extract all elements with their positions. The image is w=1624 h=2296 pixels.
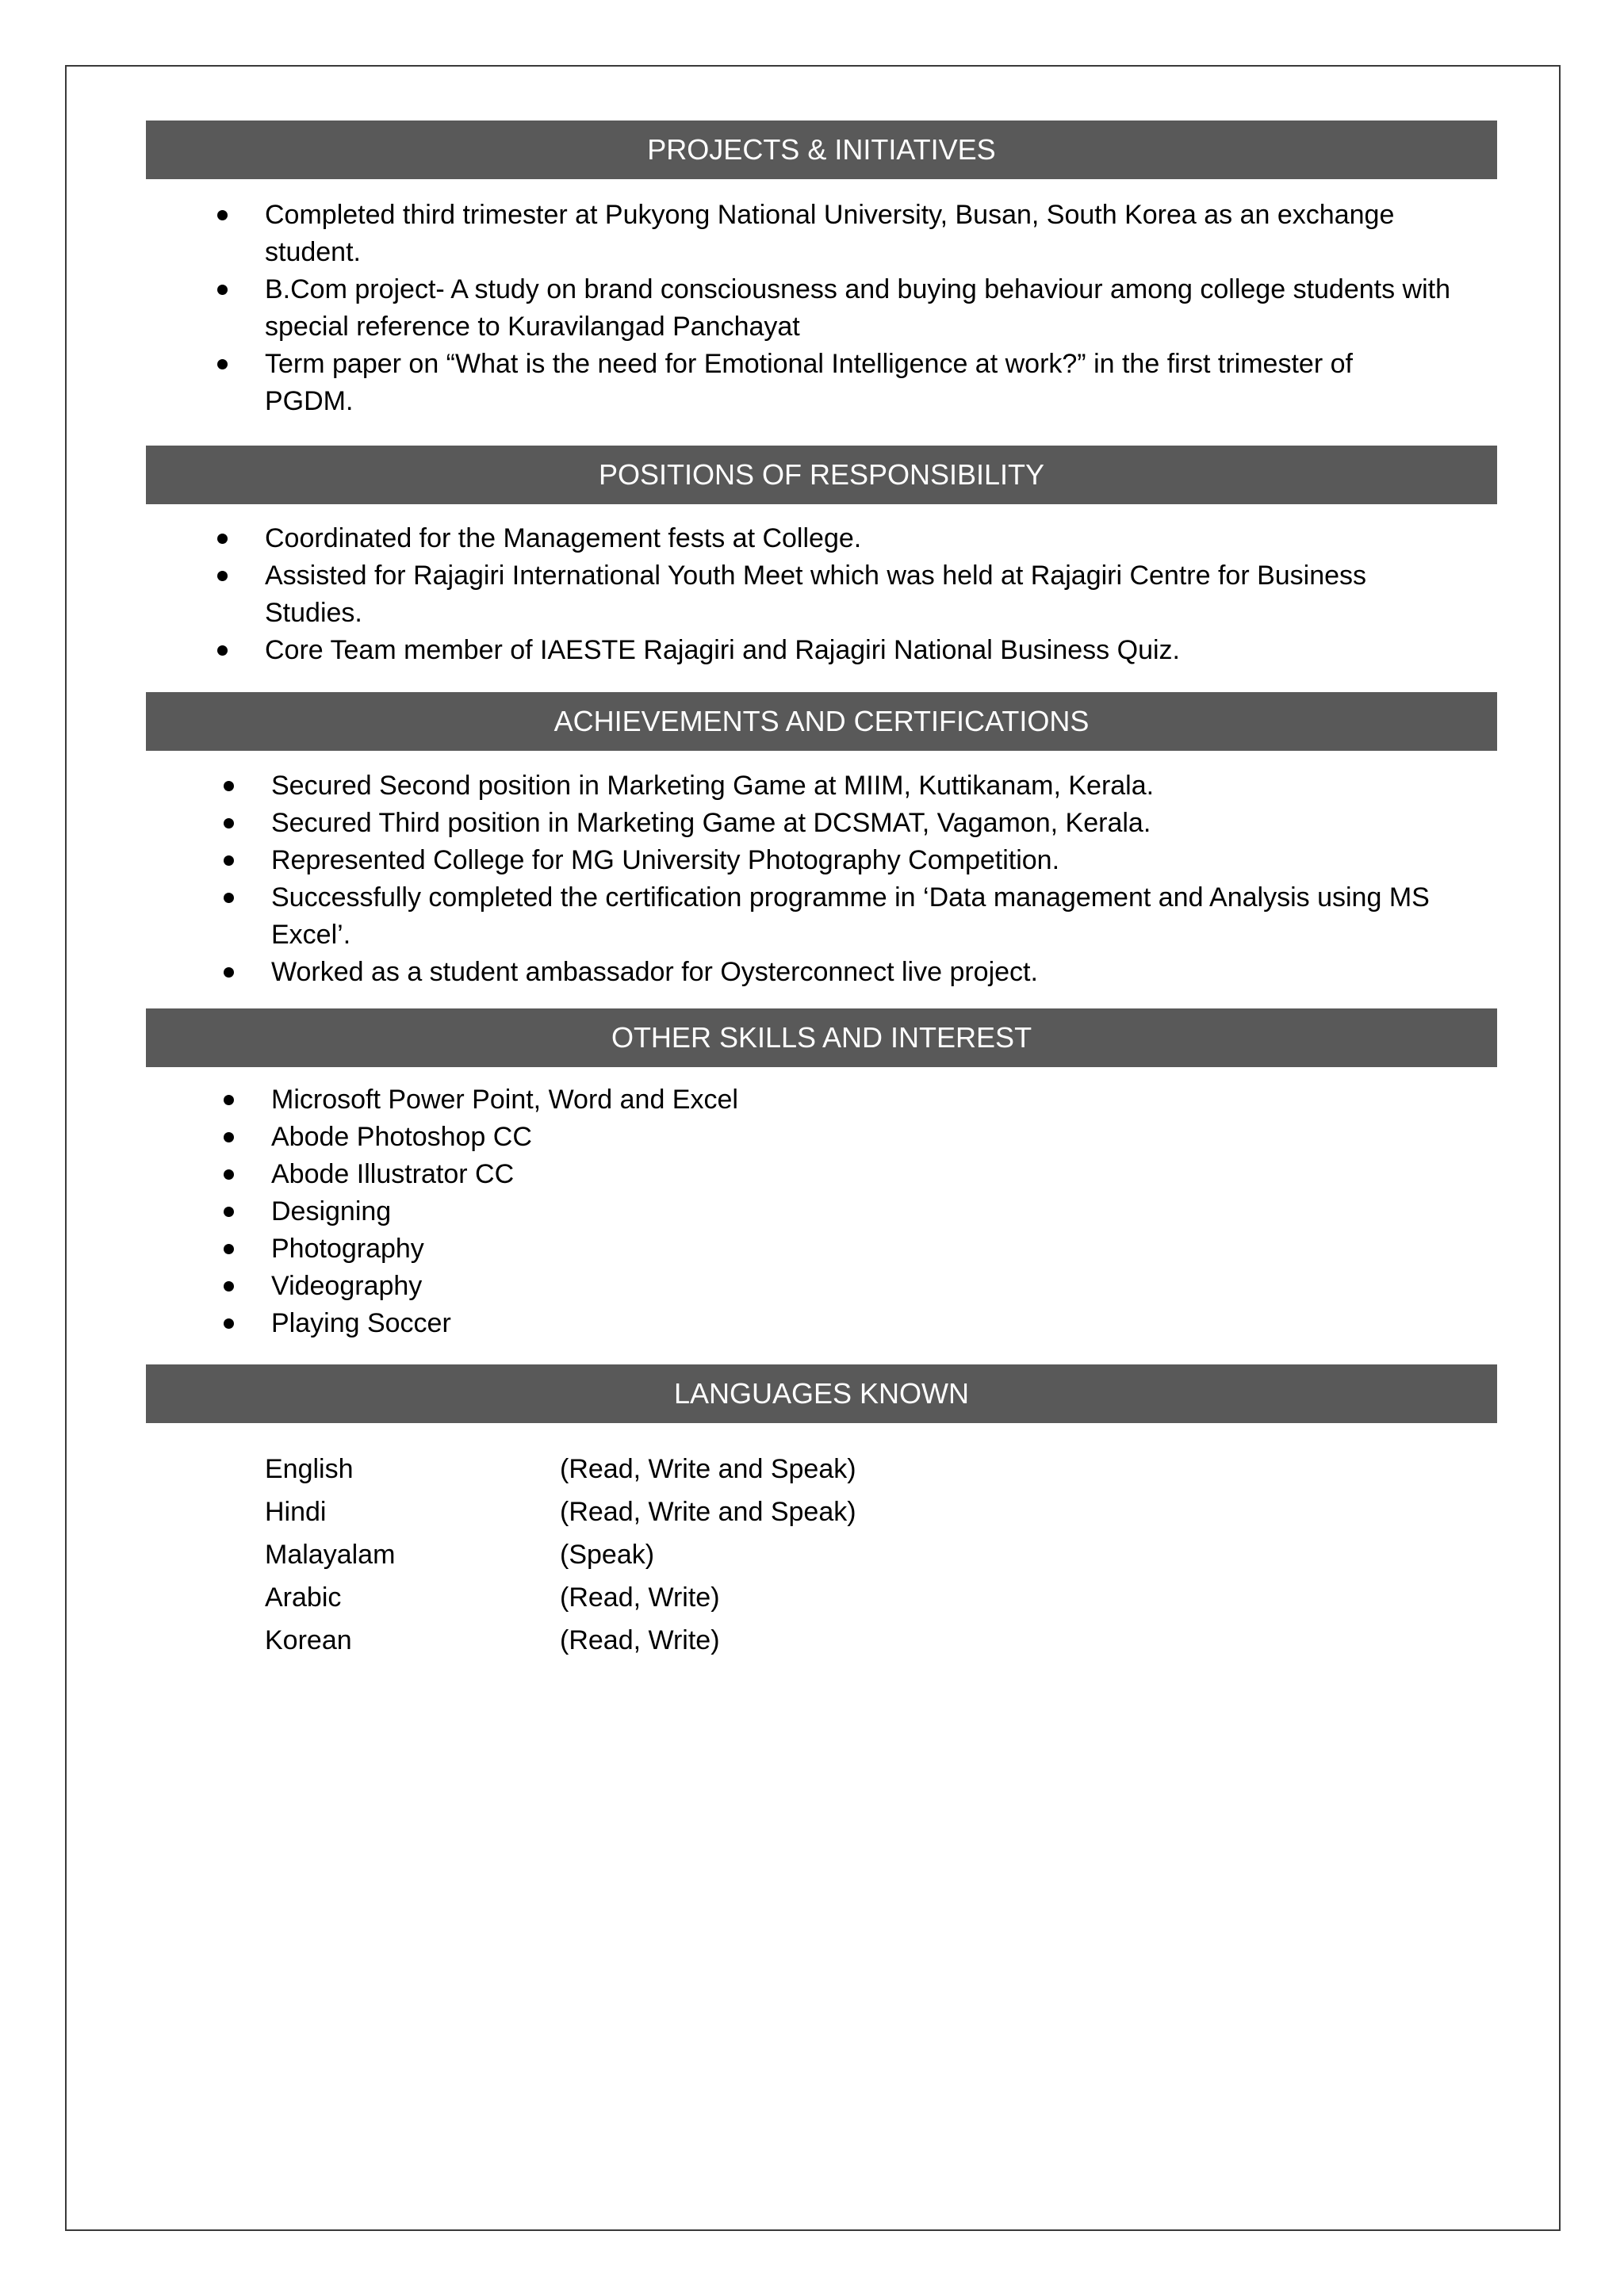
bullet-dot-icon [224,1318,234,1329]
list-item-line: Secured Second position in Marketing Game at MIIM, Kuttikanam, Kerala. [271,771,1155,801]
language-ability: (Read, Write and Speak) [560,1496,856,1527]
list-item-line: Photography [271,1234,424,1264]
bullet-dot-icon [224,1169,234,1180]
list-item [0,271,1546,346]
list-item [0,954,1546,991]
list-item [0,632,1546,669]
list-item [0,767,1546,805]
table-row [265,1576,856,1619]
bullet-dot-icon [224,1281,234,1292]
bullet-dot-icon [217,571,228,581]
list-item [0,1119,1546,1156]
languages-table [265,1448,856,1662]
section-title-positions: POSITIONS OF RESPONSIBILITY [598,458,1045,491]
list-item-line: Successfully completed the certification programme in ‘Data management and Analysis using MS [271,882,1430,913]
section-header-skills [146,1008,1497,1067]
language-name: Hindi [265,1496,327,1527]
list-item-line: B.Com project- A study on brand consciousness and buying behaviour among college students with [265,274,1451,304]
positions-list [0,520,1546,669]
bullet-dot-icon [224,893,234,903]
table-row [265,1448,856,1490]
bullet-dot-icon [224,967,234,978]
language-ability: (Speak) [560,1539,655,1570]
list-item [0,557,1546,632]
language-ability: (Read, Write) [560,1624,720,1655]
bullet-dot-icon [224,1207,234,1217]
list-item [0,842,1546,879]
list-item-line: special reference to Kuravilangad Panchayat [265,312,800,342]
skills-list [0,1081,1546,1342]
list-item-line: Playing Soccer [271,1308,451,1338]
achievements-list [0,767,1546,991]
list-item [0,1268,1546,1305]
list-item-line: Microsoft Power Point, Word and Excel [271,1085,738,1115]
list-item-line: Assisted for Rajagiri International Youth Meet which was held at Rajagiri Centre for Business [265,561,1367,591]
list-item [0,1193,1546,1230]
list-item-line: Abode Illustrator CC [271,1159,515,1189]
list-item [0,346,1546,420]
section-title-projects: PROJECTS & INITIATIVES [647,133,996,166]
language-ability: (Read, Write and Speak) [560,1453,856,1484]
bullet-dot-icon [217,359,228,369]
section-title-achievements: ACHIEVEMENTS AND CERTIFICATIONS [553,705,1090,737]
bullet-dot-icon [217,285,228,295]
bullet-dot-icon [224,855,234,866]
list-item-line: Term paper on “What is the need for Emotional Intelligence at work?” in the first trimester of [265,349,1353,379]
table-row [265,1533,856,1576]
language-ability: (Read, Write) [560,1582,720,1613]
bullet-dot-icon [224,818,234,828]
bullet-dot-icon [217,534,228,544]
list-item [0,1081,1546,1119]
table-row [265,1619,856,1662]
list-item-line: Designing [271,1196,392,1226]
list-item-line: Coordinated for the Management fests at College. [265,523,862,553]
list-item [0,1230,1546,1268]
list-item-line: Completed third trimester at Pukyong National University, Busan, South Korea as an exchange [265,200,1395,230]
projects-list [0,197,1546,420]
list-item [0,879,1546,954]
list-item-line: Core Team member of IAESTE Rajagiri and Rajagiri National Business Quiz. [265,635,1180,665]
language-name: English [265,1453,354,1484]
bullet-dot-icon [217,645,228,656]
list-item-line: student. [265,237,361,267]
list-item [0,197,1546,271]
section-header-positions [146,446,1497,504]
list-item [0,1305,1546,1342]
language-name: Malayalam [265,1539,396,1570]
list-item-line: Videography [271,1271,423,1301]
list-item-line: Excel’. [271,920,351,950]
bullet-dot-icon [224,1244,234,1254]
section-header-achievements [146,692,1497,751]
list-item-line: Abode Photoshop CC [271,1122,532,1152]
section-header-projects [146,121,1497,179]
language-name: Korean [265,1624,352,1655]
list-item-line: Studies. [265,598,362,628]
section-title-languages: LANGUAGES KNOWN [673,1377,970,1410]
bullet-dot-icon [224,1095,234,1105]
section-header-languages [146,1364,1497,1423]
list-item-line: Secured Third position in Marketing Game at DCSMAT, Vagamon, Kerala. [271,808,1151,838]
list-item [0,805,1546,842]
list-item [0,520,1546,557]
list-item-line: Represented College for MG University Photography Competition. [271,845,1060,875]
section-title-skills: OTHER SKILLS AND INTEREST [611,1021,1032,1054]
language-name: Arabic [265,1582,342,1613]
bullet-dot-icon [217,210,228,220]
bullet-dot-icon [224,781,234,791]
list-item [0,1156,1546,1193]
bullet-dot-icon [224,1132,234,1142]
list-item-line: Worked as a student ambassador for Oysterconnect live project. [271,957,1038,987]
table-row [265,1490,856,1533]
list-item-line: PGDM. [265,386,354,416]
